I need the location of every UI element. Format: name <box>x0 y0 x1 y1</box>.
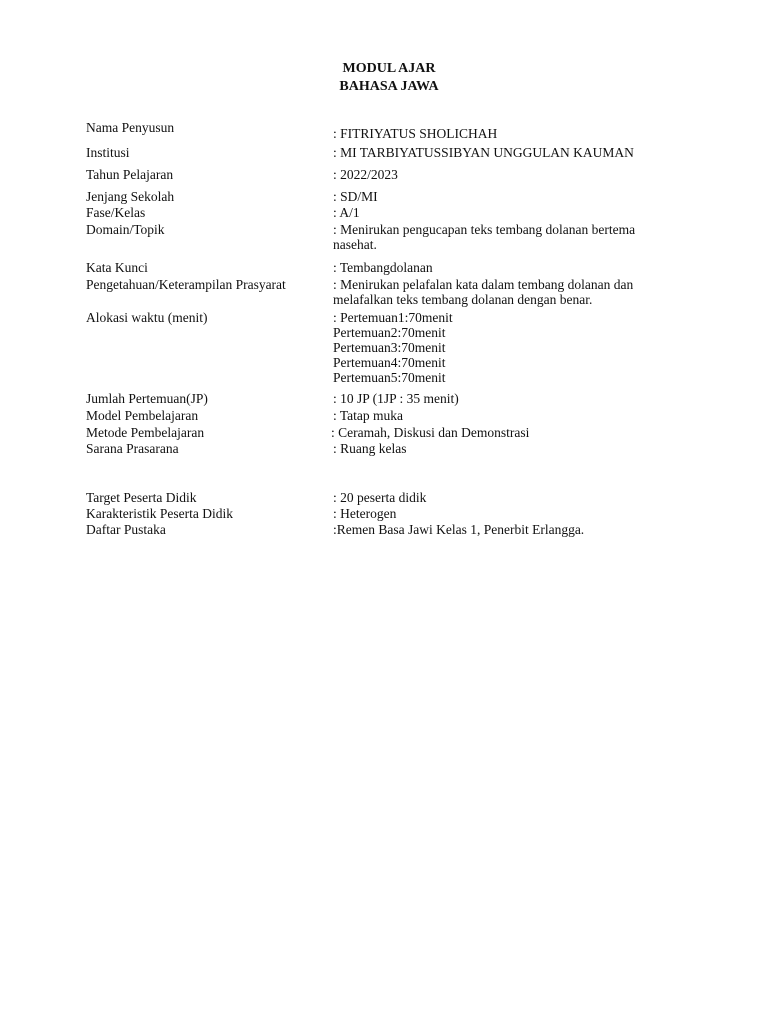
value-sarana-prasarana: : Ruang kelas <box>333 441 407 456</box>
value-domain-topik-line2: nasehat. <box>333 237 377 252</box>
label-jumlah-pertemuan: Jumlah Pertemuan(JP) <box>86 391 208 406</box>
value-institusi: : MI TARBIYATUSSIBYAN UNGGULAN KAUMAN <box>333 145 634 160</box>
value-daftar-pustaka: :Remen Basa Jawi Kelas 1, Penerbit Erlangga. <box>333 522 585 537</box>
value-model-pembelajaran: : Tatap muka <box>333 408 404 423</box>
value-jenjang-sekolah: : SD/MI <box>333 189 378 204</box>
label-alokasi-waktu: Alokasi waktu (menit) <box>86 310 208 325</box>
alokasi-waktu-line: Pertemuan3:70menit <box>333 340 446 355</box>
value-karakteristik-peserta: : Heterogen <box>333 506 397 521</box>
label-prasyarat: Pengetahuan/Keterampilan Prasyarat <box>86 277 286 292</box>
label-metode-pembelajaran: Metode Pembelajaran <box>86 425 205 440</box>
label-model-pembelajaran: Model Pembelajaran <box>86 408 199 423</box>
alokasi-waktu-line: Pertemuan5:70menit <box>333 370 446 385</box>
label-jenjang-sekolah: Jenjang Sekolah <box>86 189 175 204</box>
value-domain-topik-line1: : Menirukan pengucapan teks tembang dolanan bertema <box>333 222 636 237</box>
label-institusi: Institusi <box>86 145 130 160</box>
document-subtitle: BAHASA JAWA <box>339 79 439 94</box>
value-prasyarat <box>333 277 693 307</box>
label-daftar-pustaka: Daftar Pustaka <box>86 522 166 537</box>
document-title: MODUL AJAR <box>342 61 436 76</box>
label-karakteristik-peserta: Karakteristik Peserta Didik <box>86 506 233 521</box>
value-jumlah-pertemuan: : 10 JP (1JP : 35 menit) <box>333 391 459 406</box>
label-domain-topik: Domain/Topik <box>86 222 165 237</box>
value-fase-kelas: : A/1 <box>333 205 360 220</box>
value-metode-pembelajaran: : Ceramah, Diskusi dan Demonstrasi <box>331 425 530 440</box>
value-prasyarat-line1: : Menirukan pelafalan kata dalam tembang dolanan dan <box>333 277 634 292</box>
alokasi-waktu-line: Pertemuan4:70menit <box>333 355 446 370</box>
alokasi-waktu-line: Pertemuan2:70menit <box>333 325 446 340</box>
label-sarana-prasarana: Sarana Prasarana <box>86 441 179 456</box>
value-domain-topik <box>333 222 693 252</box>
value-kata-kunci: : Tembangdolanan <box>333 260 433 275</box>
alokasi-waktu-line: : Pertemuan1:70menit <box>333 310 453 325</box>
value-tahun-pelajaran: : 2022/2023 <box>333 167 398 182</box>
value-nama-penyusun: : FITRIYATUS SHOLICHAH <box>333 126 498 141</box>
label-tahun-pelajaran: Tahun Pelajaran <box>86 167 174 182</box>
label-fase-kelas: Fase/Kelas <box>86 205 146 220</box>
value-prasyarat-line2: melafalkan teks tembang dolanan dengan benar. <box>333 292 593 307</box>
value-alokasi-waktu <box>333 310 693 385</box>
label-nama-penyusun: Nama Penyusun <box>86 120 175 135</box>
value-target-peserta: : 20 peserta didik <box>333 490 427 505</box>
label-kata-kunci: Kata Kunci <box>86 260 148 275</box>
label-target-peserta: Target Peserta Didik <box>86 490 197 505</box>
